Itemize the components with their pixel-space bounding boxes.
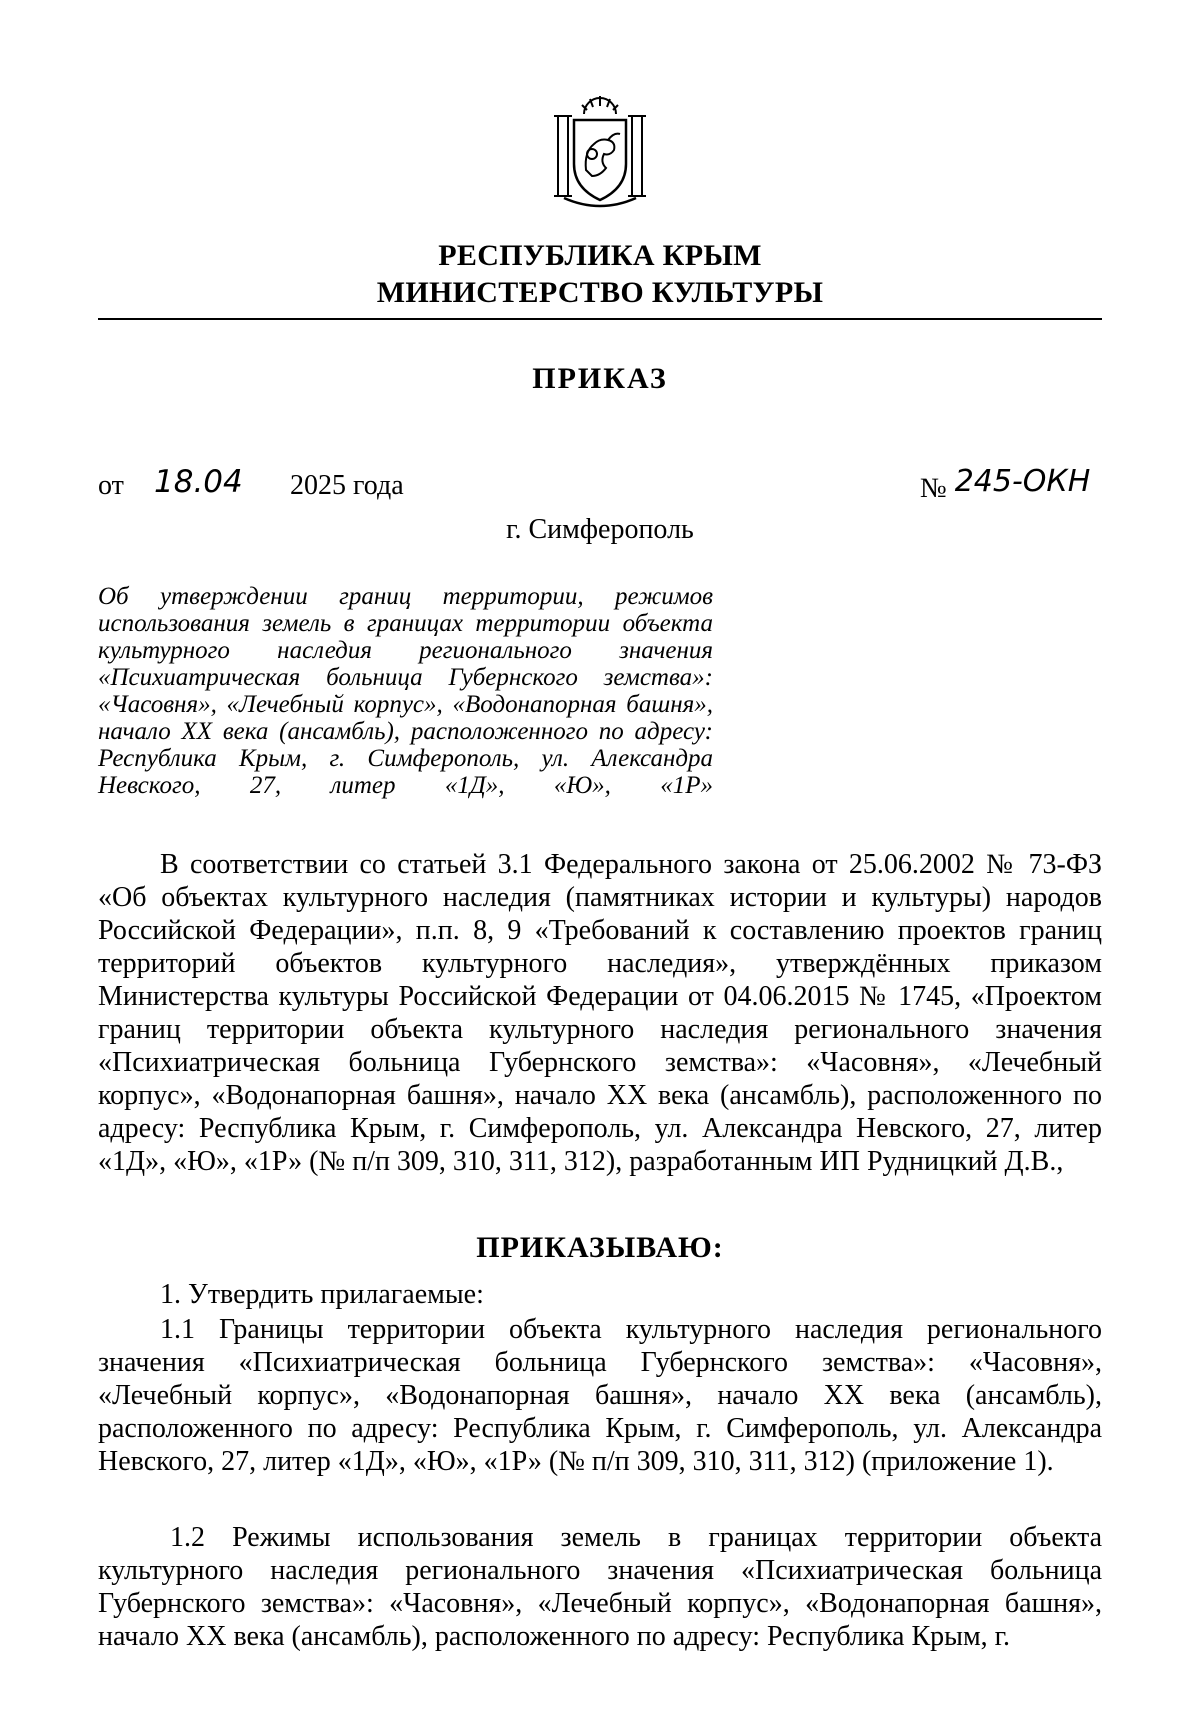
document-subject: Об утверждении границ территории, режимов использования земель в границах территории объекта культурного наследия регионального значения «Психиатрическая больница Губернского земства»: «Часовня», «Лечебный корпус», «Водонапорная башня», начало XX века (ансамбль), расположенного по адресу: Республика Крым, г. Симферополь, ул. Александра Невского, 27, литер «1Д», «Ю», «1Р» bbox=[98, 583, 713, 799]
document-type: ПРИКАЗ bbox=[532, 362, 668, 395]
date-prefix: от bbox=[98, 470, 124, 501]
date-year: 2025 года bbox=[290, 470, 404, 501]
order-item-1-1: 1.1 Границы территории объекта культурного наследия регионального значения «Психиатрическая больница Губернского земства»: «Часовня», «Лечебный корпус», «Водонапорная башня», начало XX века (ансамбль), расположенного по адресу: Республика Крым, г. Симферополь, ул. Александра Невского, 27, литер «1Д», «Ю», «1Р» (№ п/п 309, 310, 311, 312) (приложение 1). bbox=[98, 1314, 1102, 1477]
handwritten-date: 18.04 bbox=[154, 464, 243, 500]
number-sign: № bbox=[920, 473, 947, 504]
ministry-title: МИНИСТЕРСТВО КУЛЬТУРЫ bbox=[376, 276, 824, 309]
order-heading: ПРИКАЗЫВАЮ: bbox=[476, 1231, 724, 1264]
order-item-1-2: 1.2 Режимы использования земель в границах территории объекта культурного наследия регионального значения «Психиатрическая больница Губернского земства»: «Часовня», «Лечебный корпус», «Водонапорная башня», начало XX века (ансамбль), расположенного по адресу: Республика Крым, г. bbox=[98, 1522, 1102, 1652]
header-divider bbox=[98, 318, 1102, 320]
crimea-coat-of-arms-icon bbox=[548, 92, 652, 212]
document-number bbox=[920, 464, 1091, 504]
order-item-1: 1. Утвердить прилагаемые: bbox=[160, 1279, 484, 1310]
region-title: РЕСПУБЛИКА КРЫМ bbox=[438, 239, 762, 272]
preamble-paragraph: В соответствии со статьей 3.1 Федерального закона от 25.06.2002 № 73-ФЗ «Об объектах культурного наследия (памятниках истории и культуры) народов Российской Федерации», п.п. 8, 9 «Требований к составлению проектов границ территорий объектов культурного наследия», утверждённых приказом Министерства культуры Российской Федерации от 04.06.2015 № 1745, «Проектом границ территории объекта культурного наследия регионального значения «Психиатрическая больница Губернского земства»: «Часовня», «Лечебный корпус», «Водонапорная башня», начало XX века (ансамбль), расположенного по адресу: Республика Крым, г. Симферополь, ул. Александра Невского, 27, литер «1Д», «Ю», «1Р» (№ п/п 309, 310, 311, 312), разработанным ИП Рудницкий Д.В., bbox=[98, 849, 1102, 1177]
issue-city: г. Симферополь bbox=[506, 514, 694, 545]
handwritten-number: 245-ОКН bbox=[954, 464, 1091, 499]
